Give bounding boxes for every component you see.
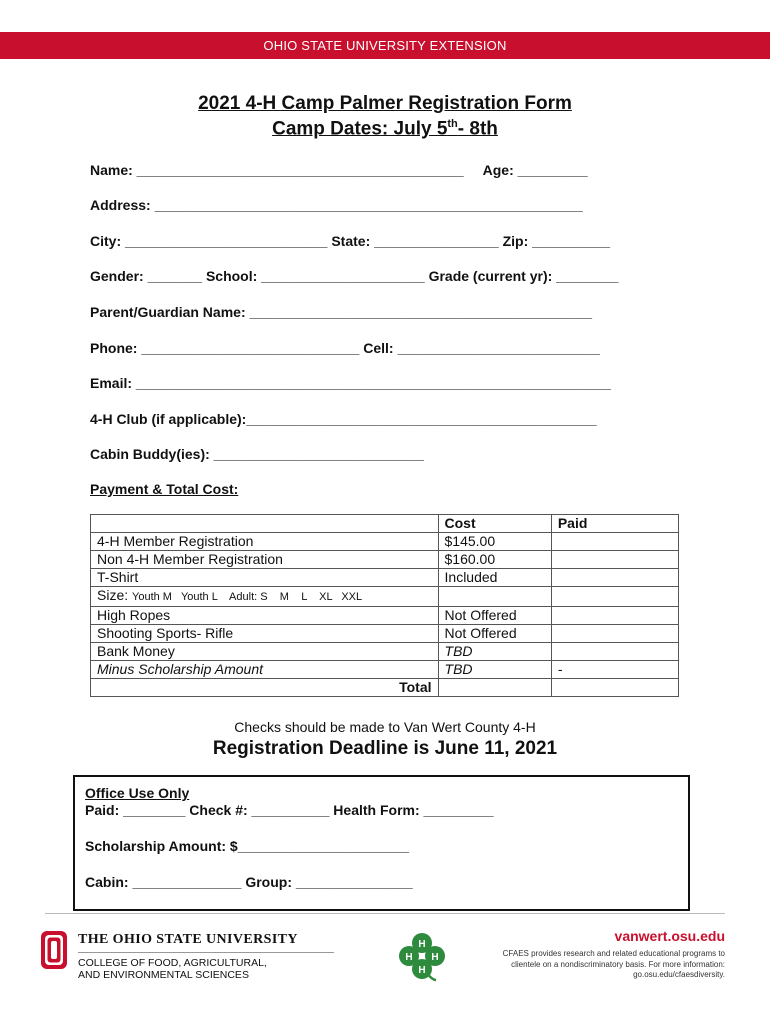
club-field[interactable]: 4-H Club (if applicable):_____________________________________________ <box>90 411 597 427</box>
city-state-zip-field[interactable]: City: __________________________ State: ________________ Zip: __________ <box>90 233 610 249</box>
table-row <box>91 533 679 551</box>
size-options[interactable]: Youth M Youth L Adult: S M L XL XXL <box>132 591 363 603</box>
osu-block-o-icon <box>40 930 68 970</box>
item-cell: Bank Money <box>91 643 439 661</box>
registration-deadline: Registration Deadline is June 11, 2021 <box>212 738 558 759</box>
item-cell: T-Shirt <box>91 569 439 587</box>
table-row <box>91 607 679 625</box>
paid-column-header: Paid <box>551 515 678 533</box>
cost-column-header: Cost <box>438 515 551 533</box>
4h-clover-icon <box>396 932 448 982</box>
gender-school-grade-field[interactable]: Gender: _______ School: _____________________ Grade (current yr): ________ <box>90 268 619 284</box>
table-row <box>91 643 679 661</box>
paid-cell[interactable] <box>551 643 678 661</box>
parent-guardian-field[interactable]: Parent/Guardian Name: ____________________________________________ <box>90 304 593 320</box>
paid-cell[interactable] <box>551 607 678 625</box>
college-line-1: COLLEGE OF FOOD, AGRICULTURAL, <box>78 957 267 969</box>
item-cell: 4-H Member Registration <box>91 533 439 551</box>
table-row <box>91 551 679 569</box>
office-paid-line[interactable]: Paid: ________ Check #: __________ Health Form: _________ <box>85 802 494 818</box>
cost-cell: Not Offered <box>438 607 551 625</box>
cost-cell: TBD <box>438 661 551 679</box>
svg-text:H: H <box>431 952 439 963</box>
item-cell: High Ropes <box>91 607 439 625</box>
camp-dates <box>0 118 770 140</box>
camp-dates-end: - 8th <box>457 118 498 140</box>
total-cost-cell[interactable] <box>438 679 551 697</box>
cost-cell: $160.00 <box>438 551 551 569</box>
office-use-heading: Office Use Only <box>85 785 190 801</box>
svg-text:H: H <box>418 939 426 950</box>
cost-cell: Included <box>438 569 551 587</box>
university-name: THE OHIO STATE UNIVERSITY <box>78 932 298 947</box>
table-row <box>91 569 679 587</box>
office-use-box <box>73 775 690 911</box>
cost-cell <box>438 587 551 607</box>
payment-table <box>90 514 679 697</box>
camp-dates-sup: th <box>447 118 458 130</box>
cabin-buddy-field[interactable]: Cabin Buddy(ies): ___________________________ <box>90 446 424 462</box>
table-row <box>91 625 679 643</box>
paid-cell[interactable] <box>551 587 678 607</box>
payment-heading: Payment & Total Cost: <box>90 481 239 497</box>
cost-cell: $145.00 <box>438 533 551 551</box>
table-row <box>91 661 679 679</box>
name-age-field[interactable]: Name: __________________________________________ Age: _________ <box>90 162 588 178</box>
logo-rule <box>78 952 334 953</box>
college-name <box>78 957 267 981</box>
item-cell: Shooting Sports- Rifle <box>91 625 439 643</box>
office-cabin-line[interactable]: Cabin: ______________ Group: _______________ <box>85 874 413 890</box>
paid-cell[interactable]: - <box>551 661 678 679</box>
svg-text:H: H <box>405 952 413 963</box>
cost-cell: TBD <box>438 643 551 661</box>
tshirt-size-cell[interactable] <box>91 587 439 607</box>
office-scholarship-line[interactable]: Scholarship Amount: $______________________ <box>85 838 410 854</box>
cost-cell: Not Offered <box>438 625 551 643</box>
paid-cell[interactable] <box>551 533 678 551</box>
total-row <box>91 679 679 697</box>
svg-text:H: H <box>418 965 426 976</box>
banner-text: OHIO STATE UNIVERSITY EXTENSION <box>263 38 507 53</box>
camp-dates-text: Camp Dates: July 5 <box>272 118 448 140</box>
total-label: Total <box>91 679 439 697</box>
table-cell <box>91 515 439 533</box>
paid-cell[interactable] <box>551 551 678 569</box>
paid-cell[interactable] <box>551 569 678 587</box>
form-title: 2021 4-H Camp Palmer Registration Form <box>198 93 572 114</box>
size-label: Size: <box>97 587 133 603</box>
footer-divider <box>45 913 725 914</box>
email-field[interactable]: Email: _____________________________________________________________ <box>90 375 611 391</box>
paid-cell[interactable] <box>551 625 678 643</box>
item-cell: Non 4-H Member Registration <box>91 551 439 569</box>
extension-banner <box>0 32 770 59</box>
table-row <box>91 587 679 607</box>
college-line-2: AND ENVIRONMENTAL SCIENCES <box>78 969 249 981</box>
table-header-row <box>91 515 679 533</box>
cfaes-disclaimer: CFAES provides research and related educational programs to clientele on a nondiscriminatory basis. For more information: go.osu.edu/cfaesdiversity. <box>502 949 725 979</box>
total-paid-cell[interactable] <box>551 679 678 697</box>
address-field[interactable]: Address: _______________________________________________________ <box>90 197 583 213</box>
item-cell: Minus Scholarship Amount <box>91 661 439 679</box>
phone-cell-field[interactable]: Phone: ____________________________ Cell: __________________________ <box>90 340 600 356</box>
checks-note: Checks should be made to Van Wert County 4-H <box>234 719 536 735</box>
website-link[interactable]: vanwert.osu.edu <box>614 928 725 944</box>
